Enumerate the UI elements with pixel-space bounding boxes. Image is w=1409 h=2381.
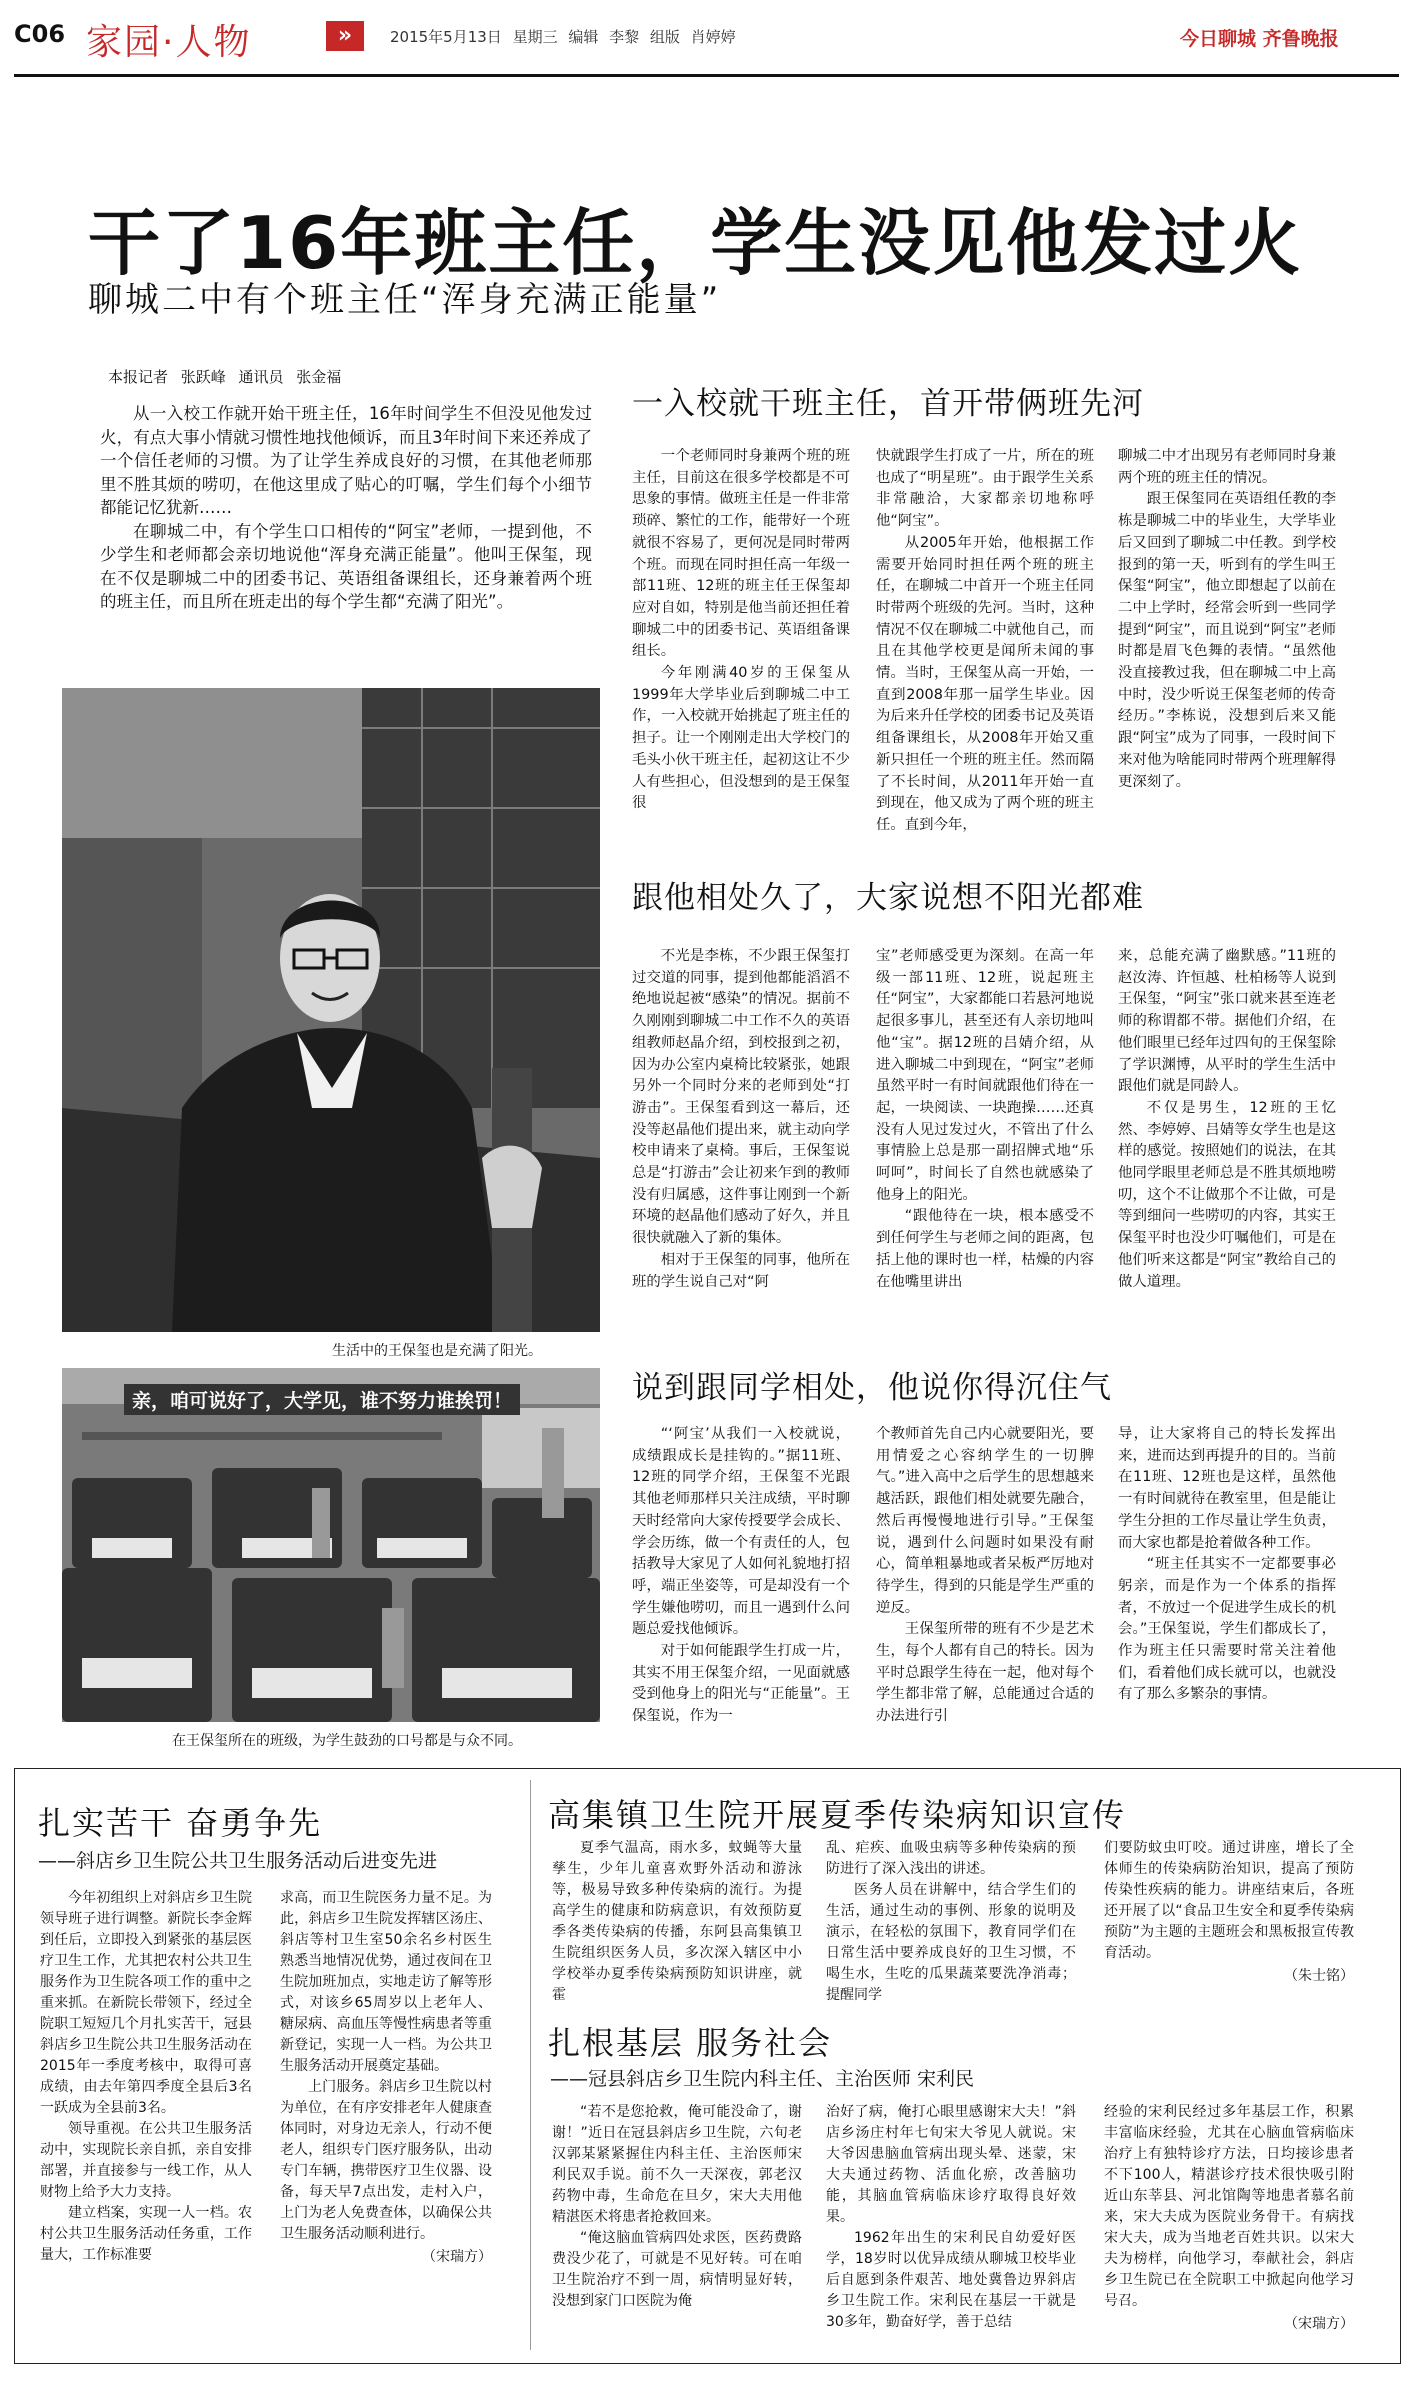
story-column xyxy=(552,1838,802,2006)
paragraph: 上门服务。斜店乡卫生院以村为单位，在有序安排老年人健康查体同时，对身边无亲人，行动不便老人，组织专门医疗服务队，出动专门车辆，携带医疗卫生仪器、设备，每天早7点出发，走村入户，上门为老人免费查体，以确保公共卫生服务活动顺利进行。 xyxy=(280,2079,492,2242)
paragraph: 宝”老师感受更为深刻。在高一年级一部11班、12班，说起班主任“阿宝”，大家都能口若悬河地说起很多事儿，甚至还有人亲切地叫他“宝”。据12班的吕婧介绍，从进入聊城二中到现在，“阿宝”老师虽然平时一有时间就跟他们待在一起，一块阅读、一块跑操……还真没有人见过发过火，不管出了什么事情脸上总是那一副招牌式地“乐呵呵”，时间长了自然也就感染了他身上的阳光。 xyxy=(876,948,1094,1203)
paragraph: 对于如何能跟学生打成一片，其实不用王保玺介绍，一见面就感受到他身上的阳光与“正能量”。王保玺说，作为一 xyxy=(632,1643,850,1725)
paragraph: 医务人员在讲解中，结合学生们的生活，通过生动的事例、形象的说明及演示，在轻松的氛围下，教育同学们在日常生活中要养成良好的卫生习惯，不喝生水，生吃的瓜果蔬菜要洗净消毒；提醒同学 xyxy=(826,1882,1076,2003)
paragraph: 乱、疟疾、血吸虫病等多种传染病的预防进行了深入浅出的讲述。 xyxy=(826,1840,1076,1877)
article-column xyxy=(1118,946,1336,1293)
paragraph: 经验的宋利民经过多年基层工作，积累丰富临床经验，尤其在心脑血管病临床治疗上有独特诊疗方法，日均接诊患者不下100人，精湛诊疗技术很快吸引附近山东莘县、河北馆陶等地患者慕名前来，宋大夫成为医院业务骨干。有病找宋大夫，成为当地老百姓共识。以宋大夫为榜样，向他学习，奉献社会，斜店乡卫生院已在全院职工中掀起向他学习号召。 xyxy=(1104,2104,1354,2309)
story-heading: 扎实苦干 奋勇争先 xyxy=(38,1804,323,1842)
paragraph: 聊城二中才出现另有老师同时身兼两个班的班主任的情况。 xyxy=(1118,448,1336,486)
paragraph: 快就跟学生打成了一片，所在的班也成了“明星班”。由于跟学生关系非常融洽，大家都亲切地称呼他“阿宝”。 xyxy=(876,448,1094,530)
paragraph: 求高，而卫生院医务力量不足。为此，斜店乡卫生院发挥辖区汤庄、斜店等村卫生室50余名乡村医生熟悉当地情况优势，通过夜间在卫生院加班加点，实地走访了解等形式，对该乡65周岁以上老年人、糖尿病、高血压等慢性病患者等重新登记，实现一人一档。为公共卫生服务活动开展奠定基础。 xyxy=(280,1890,492,2074)
story-author: （宋瑞方） xyxy=(1284,2316,1354,2332)
article-column xyxy=(876,446,1094,837)
section-name: 家园·人物 xyxy=(86,22,252,63)
article-column xyxy=(1118,1424,1336,1706)
article-column xyxy=(632,946,850,1293)
article-column xyxy=(876,1424,1094,1728)
bottom-divider xyxy=(530,1780,531,2350)
article-column xyxy=(876,946,1094,1293)
paragraph: 个教师首先自己内心就要阳光，要用情爱之心容纳学生的一切脾气。”进入高中之后学生的思想越来越活跃，跟他们相处就要先融合，然后再慢慢地进行引导。”王保玺说，遇到什么问题时如果没有耐心，简单粗暴地或者呆板严厉地对待学生，得到的只能是学生严重的逆反。 xyxy=(876,1426,1094,1616)
header-rule xyxy=(14,74,1399,77)
paragraph: 来，总能充满了幽默感。”11班的赵汝涛、许恒越、杜柏杨等人说到王保玺，“阿宝”张口就来甚至连老师的称谓都不带。据他们介绍，在他们眼里已经年过四旬的王保玺除了学识渊博，从平时的学生生活中跟他们就是同龄人。 xyxy=(1118,948,1336,1095)
story-author: （朱士铭） xyxy=(1284,1968,1354,1984)
paragraph: 从2005年开始，他根据工作需要开始同时担任两个班的班主任，在聊城二中首开一个班主任同时带两个班级的先河。当时，这种情况不仅在聊城二中就他自己，而且在其他学校更是闻所未闻的事情。当时，王保玺从高一开始，一直到2008年那一届学生毕业。因为后来升任学校的团委书记及英语组备课组长，从2008年开始又重新只担任一个班的班主任。然而隔了不长时间，从2011年开始一直到现在，他又成为了两个班的班主任。直到今年， xyxy=(876,534,1094,833)
story-column xyxy=(826,2102,1076,2333)
lead-paragraph: 在聊城二中，有个学生口口相传的“阿宝”老师，一提到他，不少学生和老师都会亲切地说他“浑身充满正能量”。他叫王保玺，现在不仅是聊城二中的团委书记、英语组备课组长，还身兼着两个班的班主任，而且所在班走出的每个学生都“充满了阳光”。 xyxy=(100,521,592,611)
section-heading: 说到跟同学相处，他说你得沉住气 xyxy=(632,1370,1112,1406)
paragraph: 不光是李栋，不少跟王保玺打过交道的同事，提到他都能滔滔不绝地说起被“感染”的情况。据前不久刚刚到聊城二中工作不久的英语组教师赵晶介绍，到校报到之初，因为办公室内桌椅比较紧张，她跟另外一个同时分来的老师到处“打游击”。王保玺看到这一幕后，还没等赵晶他们提出来，就主动向学校申请来了桌椅。事后，王保玺说总是“打游击”会让初来乍到的教师没有归属感，这件事让刚到一个新环境的赵晶他们感动了好久，并且很快就融入了新的集体。 xyxy=(632,948,850,1247)
byline: 本报记者 张跃峰 通讯员 张金福 xyxy=(108,368,342,386)
paragraph: 跟王保玺同在英语组任教的李栋是聊城二中的毕业生，大学毕业后又回到了聊城二中任教。到学校报到的第一天，听到有的学生叫王保玺“阿宝”，他立即想起了以前在二中上学时，经常会听到一些同学提到“阿宝”，而且说到“阿宝”老师时都是眉飞色舞的表情。“虽然他没直接教过我，但在聊城二中上高中时，没少听说王保玺老师的传奇经历。”李栋说，没想到后来又能跟“阿宝”成为了同事，一段时间下来对他为啥能同时带两个班理解得更深刻了。 xyxy=(1118,491,1336,790)
story-column xyxy=(1104,2102,1354,2335)
story-heading: 高集镇卫生院开展夏季传染病知识宣传 xyxy=(548,1796,1127,1834)
lead-paragraph: 从一入校工作就开始干班主任，16年时间学生不但没见他发过火，有点大事小情就习惯性地找他倾诉，而且3年时间下来还养成了一个信任老师的习惯。为了让学生养成良好的习惯，在其他老师那里不胜其烦的唠叨，在他这里成了贴心的叮嘱，学生们每个小细节都能记忆犹新…… xyxy=(100,404,592,517)
paragraph: 治好了病，俺打心眼里感谢宋大夫！”斜店乡汤庄村年七旬宋大爷见人就说。宋大爷因患脑血管病出现头晕、迷蒙，宋大夫通过药物、活血化瘀，改善脑功能，其脑血管病临床诊疗取得良好效果。 xyxy=(826,2104,1076,2225)
article-column xyxy=(1118,446,1336,793)
paragraph: 建立档案，实现一人一档。农村公共卫生服务活动任务重，工作量大，工作标准要 xyxy=(40,2205,252,2263)
paragraph: 夏季气温高，雨水多，蚊蝇等大量孳生，少年儿童喜欢野外活动和游泳等，极易导致多种传染病的流行。为提高学生的健康和防病意识，有效预防夏季各类传染病的传播，东阿县高集镇卫生院组织医务人员，多次深入辖区中小学校举办夏季传染病预防知识讲座，就霍 xyxy=(552,1840,802,2003)
photo-caption: 在王保玺所在的班级，为学生鼓劲的口号都是与众不同。 xyxy=(172,1733,522,1749)
story-heading: 扎根基层 服务社会 xyxy=(548,2024,833,2062)
story-column xyxy=(40,1888,252,2266)
classroom-photo xyxy=(62,1368,600,1722)
paragraph: “班主任其实不一定都要事必躬亲，而是作为一个体系的指挥者，不放过一个促进学生成长的机会。”王保玺说，学生们都成长了，作为班主任只需要时常关注着他们，看着他们成长就可以，也就没有了那么多繁杂的事情。 xyxy=(1118,1556,1336,1703)
article-column xyxy=(632,446,850,815)
story-subheading: ——冠县斜店乡卫生院内科主任、主治医师 宋利民 xyxy=(550,2068,975,2090)
sub-title: 聊城二中有个班主任“浑身充满正能量” xyxy=(88,280,722,320)
story-column xyxy=(280,1888,492,2268)
paragraph: 一个老师同时身兼两个班的班主任，目前这在很多学校都是不可思象的事情。做班主任是一件非常琐碎、繁忙的工作，能带好一个班就很不容易了，更何况是同时带两个班。而现在同时担任高一年级一部11班、12班的班主任王保玺却应对自如，特别是他当前还担任着聊城二中的团委书记、英语组备课组长。 xyxy=(632,448,850,660)
story-column xyxy=(826,1838,1076,2006)
classroom-banner: 亲，咱可说好了，大学见，谁不努力谁挨罚！ xyxy=(124,1384,520,1415)
section-heading: 一入校就干班主任，首开带俩班先河 xyxy=(632,386,1144,422)
paragraph: 相对于王保玺的同事，他所在班的学生说自己对“阿 xyxy=(632,1251,850,1290)
story-author: （宋瑞方） xyxy=(422,2249,492,2265)
paragraph: 1962年出生的宋利民自幼爱好医学，18岁时以优异成绩从聊城卫校毕业后自愿到条件艰苦、地处冀鲁边界斜店乡卫生院工作。宋利民在基层一干就是30多年，勤奋好学，善于总结 xyxy=(826,2230,1076,2330)
paragraph: 导，让大家将自己的特长发挥出来，进而达到再提升的目的。当前在11班、12班也是这样，虽然他一有时间就待在教室里，但是能让学生分担的工作尽量让学生负责，而大家也都是抢着做各种工作。 xyxy=(1118,1426,1336,1551)
paragraph: 们要防蚊虫叮咬。通过讲座，增长了全体师生的传染病防治知识，提高了预防传染性疾病的能力。讲座结束后，各班还开展了以“食品卫生安全和夏季传染病预防”为主题的主题班会和黑板报宣传教育活动。 xyxy=(1104,1840,1354,1961)
article-column xyxy=(632,1424,850,1728)
paragraph: “若不是您抢救，俺可能没命了，谢谢！”近日在冠县斜店乡卫生院，六旬老汉郭某紧紧握住内科主任、主治医师宋利民双手说。前不久一天深夜，郭老汉药物中毒，生命危在旦夕，宋大夫用他精湛医术将患者抢救回来。 xyxy=(552,2104,802,2225)
masthead xyxy=(0,0,1409,80)
main-title: 干了16年班主任，学生没见他发过火 xyxy=(88,201,1303,285)
teacher-portrait-photo xyxy=(62,688,600,1332)
story-subheading: ——斜店乡卫生院公共卫生服务活动后进变先进 xyxy=(38,1850,438,1872)
section-arrow-icon: » xyxy=(326,21,364,51)
paragraph: 不仅是男生，12班的王忆然、李婷婷、吕婧等女学生也是这样的感觉。按照她们的说法，在其他同学眼里老师总是不胜其烦地唠叨，这个不让做那个不让做，可是等到细问一些唠叨的内容，其实王保玺平时也没少叮嘱他们，可是在他们听来这都是“阿宝”教给自己的做人道理。 xyxy=(1118,1099,1336,1290)
paragraph: 今年初组织上对斜店乡卫生院领导班子进行调整。新院长李金辉到任后，立即投入到紧张的基层医疗卫生工作，尤其把农村公共卫生服务作为卫生院各项工作的重中之重来抓。在新院长带领下，经过全院职工短短几个月扎实苦干，冠县斜店乡卫生院公共卫生服务活动在2015年一季度考核中，取得可喜成绩，由去年第四季度全县后3名一跃成为全县前3名。 xyxy=(40,1890,252,2116)
paragraph: 领导重视。在公共卫生服务活动中，实现院长亲自抓，亲自安排部署，并直接参与一线工作，从人财物上给予大力支持。 xyxy=(40,2121,252,2200)
paragraph: 王保玺所带的班有不少是艺术生，每个人都有自己的特长。因为平时总跟学生待在一起，他对每个学生都非常了解，总能通过合适的办法进行引 xyxy=(876,1621,1094,1725)
story-column xyxy=(1104,1838,1354,1987)
paragraph: “俺这脑血管病四处求医，医药费路费没少花了，可就是不见好转。可在咱卫生院治疗不到一周，病情明显好转，没想到家门口医院为俺 xyxy=(552,2230,802,2309)
paragraph: “‘阿宝’从我们一入校就说，成绩跟成长是挂钩的。”据11班、12班的同学介绍，王保玺不光跟其他老师那样只关注成绩，平时聊天时经常向大家传授要学会成长、学会历练，做一个有责任的人，包括教导大家见了人如何礼貌地打招呼，端正坐姿等，可是却没有一个学生嫌他唠叨，而且一遇到什么问题总爱找他倾诉。 xyxy=(632,1426,850,1638)
paragraph: 今年刚满40岁的王保玺从1999年大学毕业后到聊城二中工作，一入校就开始挑起了班主任的担子。让一个刚刚走出大学校门的毛头小伙干班主任，起初这让不少人有些担心，但没想到的是王保玺很 xyxy=(632,665,850,812)
page-number: C06 xyxy=(14,20,66,48)
lead-paragraphs xyxy=(100,402,592,614)
story-column xyxy=(552,2102,802,2312)
newspaper-brand: 今日聊城 齐鲁晚报 xyxy=(1180,28,1339,50)
photo-caption: 生活中的王保玺也是充满了阳光。 xyxy=(332,1343,542,1359)
header-meta: 2015年5月13日 星期三 编辑 李黎 组版 肖婷婷 xyxy=(390,28,736,46)
paragraph: “跟他待在一块，根本感受不到任何学生与老师之间的距离，包括上他的课时也一样，枯燥的内容在他嘴里讲出 xyxy=(876,1208,1094,1290)
section-heading: 跟他相处久了，大家说想不阳光都难 xyxy=(632,880,1144,916)
